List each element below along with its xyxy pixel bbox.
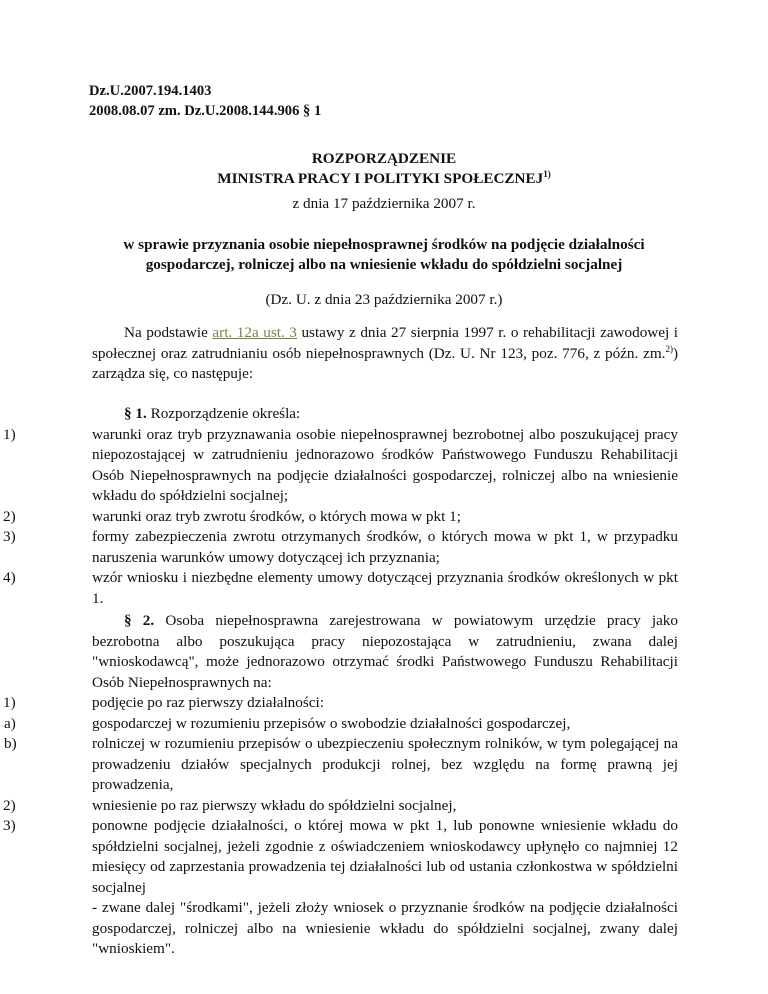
paragraph-2-intro: § 2. Osoba niepełnosprawna zarejestrowana w powiatowym urzędzie pracy jako bezrobotna albo poszukująca pracy niepozostająca w zatrudnieniu, zwana dalej "wnioskodawcą", może jednorazowo otrzymać środki Państwowego Funduszu Rehabilitacji Osób Niepełnosprawnych na:	[92, 612, 678, 691]
document-header	[89, 81, 321, 121]
list-marker: 2)	[3, 507, 16, 525]
subject-line-2: gospodarczej, rolniczej albo na wniesienie wkładu do spółdzielni socjalnej	[145, 256, 623, 273]
paragraph-1	[0, 404, 678, 609]
list-marker: a)	[4, 714, 16, 732]
list-item: 1) warunki oraz tryb przyznawania osobie niepełnosprawnej bezrobotnej albo poszukującej pracy niepozostającej w zatrudnieniu jednorazowo środków Państwowego Funduszu Rehabilitacji Osób Niepełnosprawnych na podjęcie działalności gospodarczej, rolniczej albo na wniesienie wkładu do spółdzielni socjalnej;	[3, 425, 678, 504]
list-marker: 3)	[3, 528, 16, 545]
list-item: 1) podjęcie po raz pierwszy działalności:	[0, 693, 678, 714]
list-item: 3) formy zabezpieczenia zwrotu otrzymanych środków, o których mowa w pkt 1, w przypadku naruszenia warunków umowy dotyczącej ich przyznania;	[3, 528, 678, 566]
document-subject	[60, 235, 708, 275]
statute-link[interactable]: art. 12a ust. 3	[212, 324, 297, 341]
list-marker: 4)	[3, 569, 16, 586]
paragraph-2	[0, 611, 678, 960]
publication-note: (Dz. U. z dnia 23 października 2007 r.)	[265, 291, 503, 308]
title-footnote: 1)	[543, 168, 551, 179]
document-title	[60, 149, 708, 189]
list-item: b) rolniczej w rozumieniu przepisów o ubezpieczeniu społecznym rolników, w tym polegającej na prowadzeniu działów specjalnych produkcji rolnej, bez względu na formę prawną jej prowadzenia,	[4, 735, 678, 793]
preamble-footnote: 2)	[665, 343, 673, 354]
list-marker: 3)	[3, 817, 16, 834]
list-marker: 2)	[3, 796, 16, 814]
paragraph-1-intro: § 1. Rozporządzenie określa:	[124, 405, 301, 422]
paragraph-2-closing: - zwane dalej "środkami", jeżeli złoży wniosek o przyznanie środków na podjęcie działalności gospodarczej, rolniczej albo na wniesienie wkładu do spółdzielni socjalnej, zwany dalej "wnioskiem".	[92, 899, 678, 957]
paragraph-2-label: § 2.	[124, 612, 155, 629]
list-marker: 1)	[3, 425, 16, 443]
preamble: Na podstawie art. 12a ust. 3 ustawy z dnia 27 sierpnia 1997 r. o rehabilitacji zawodowej i społecznej oraz zatrudnianiu osób niepełnosprawnych (Dz. U. Nr 123, poz. 776, z późn. zm.$^{2)}$) zarządza się, co następuje:	[92, 324, 679, 382]
subject-line-1: w sprawie przyznania osobie niepełnosprawnej środków na podjęcie działalności	[123, 236, 645, 253]
journal-reference: Dz.U.2007.194.1403	[89, 83, 212, 99]
list-marker: 1)	[3, 694, 16, 711]
list-item: 2) warunki oraz tryb zwrotu środków, o których mowa w pkt 1;	[0, 507, 678, 528]
amendment-reference: 2008.08.07 zm. Dz.U.2008.144.906 § 1	[89, 103, 322, 119]
list-item: 4) wzór wniosku i niezbędne elementy umowy dotyczącej przyznania środków określonych w pkt 1.	[3, 569, 678, 607]
list-item: a) gospodarczej w rozumieniu przepisów o swobodzie działalności gospodarczej,	[0, 714, 678, 735]
title-line-1: ROZPORZĄDZENIE	[311, 150, 457, 167]
list-marker: b)	[4, 735, 17, 752]
list-item: 3) ponowne podjęcie działalności, o której mowa w pkt 1, lub ponowne wniesienie wkładu do spółdzielni socjalnej, jeżeli zgodnie z oświadczeniem wnioskodawcy upłynęło co najmniej 12 miesięcy od zaprzestania prowadzenia tej działalności lub od ustania członkostwa w spółdzielni socjalnej	[3, 817, 678, 896]
list-item: 2) wniesienie po raz pierwszy wkładu do spółdzielni socjalnej,	[0, 796, 678, 817]
title-line-2: MINISTRA PRACY I POLITYKI SPOŁECZNEJ$^{1)}$	[217, 168, 551, 187]
document-date: z dnia 17 października 2007 r.	[292, 195, 476, 212]
paragraph-1-label: § 1.	[124, 405, 147, 422]
